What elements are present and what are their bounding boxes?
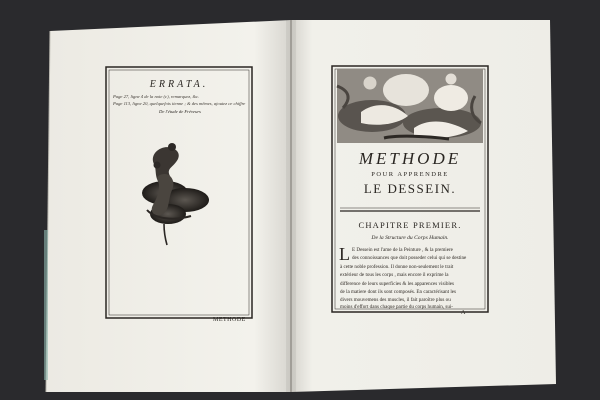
body-line: moins d'effort dans chaque partie du corps humain, sui- (340, 304, 454, 310)
headpiece-engraving (337, 69, 483, 143)
section-heading: De la Structure du Corps Humain. (371, 235, 449, 241)
errata-line: Page 27, ligne 4 de la note (c), remarquez, &c. (113, 94, 200, 99)
body-line: des connoissances que doit posseder celui qui se destine (352, 255, 467, 261)
body-line: à cette noble profession. Il donne non-seulement le trait (340, 264, 454, 270)
catchword: METHODE (213, 317, 246, 323)
book-subtitle: POUR APPRENDRE (371, 171, 449, 178)
book-subject: LE DESSEIN. (363, 181, 457, 196)
drop-cap: L (339, 244, 350, 264)
errata-line: Page 113, ligne 20, quelquefois tienne ; & des mêmes, ajoutez ce chiffre (113, 101, 246, 106)
body-line: E Dessein est l'ame de la Peinture , & la premiere (352, 247, 453, 253)
chapter-heading: CHAPITRE PREMIER. (358, 220, 462, 230)
body-line: difference de leurs superficies & les apparences visibles (340, 281, 455, 287)
book-title: METHODE (358, 149, 462, 168)
body-line: extérieur de tous les corps , mais encore il exprime la (340, 272, 449, 278)
body-line: divers mouvemens des muscles, il fait paroître plus ou (340, 297, 451, 303)
errata-note: De l'étude de Fréveurs (159, 109, 201, 114)
gutter-shadow (286, 20, 296, 392)
page-signature: A (461, 310, 466, 316)
body-line: de la matiere dont ils sont composés. En caractérisant les (340, 289, 456, 295)
errata-title: ERRATA. (149, 79, 209, 90)
bookmark-ribbon (44, 230, 48, 380)
